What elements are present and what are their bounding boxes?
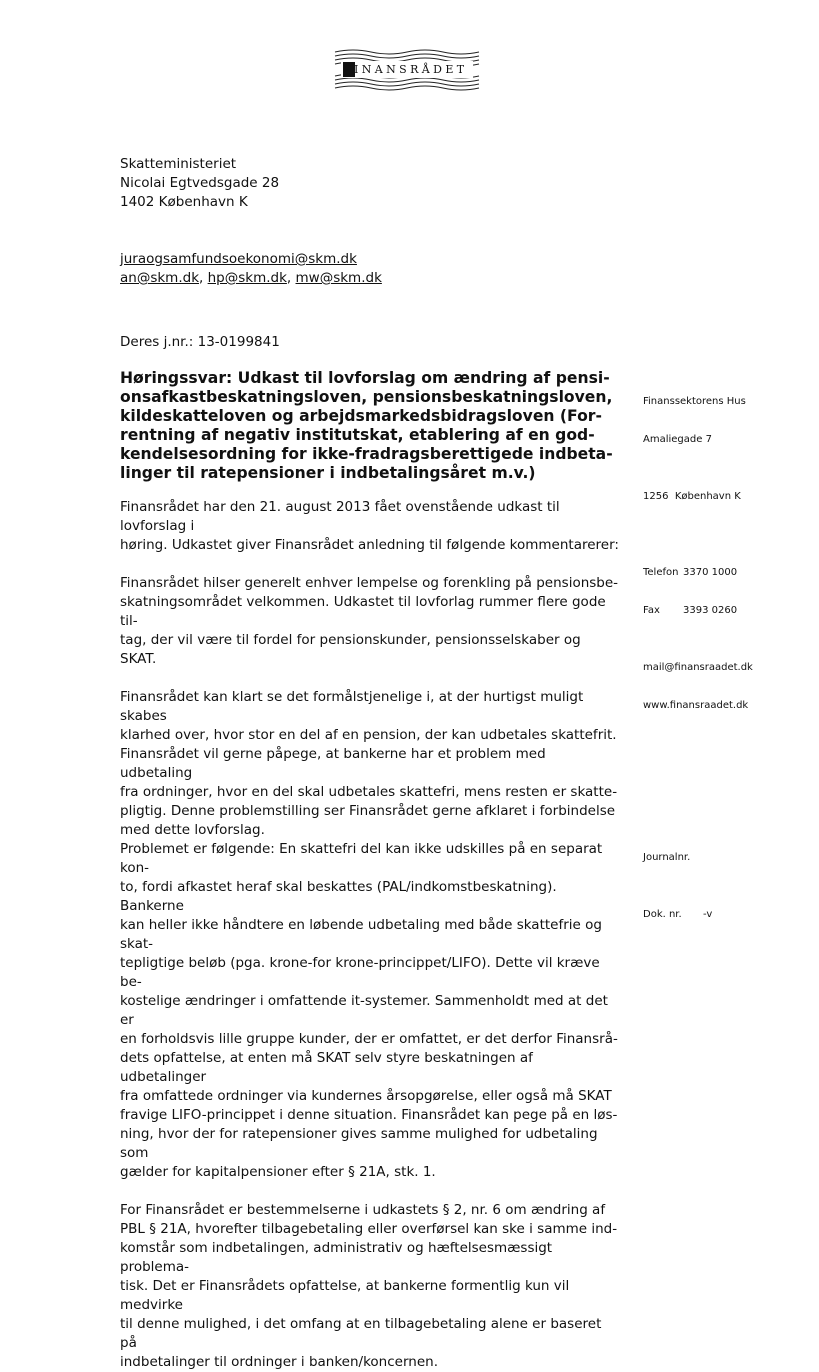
sender-web: www.finansraadet.dk xyxy=(643,700,749,711)
sender-fax xyxy=(643,582,753,616)
recipient-city: 1402 København K xyxy=(120,194,248,210)
phone-label: Telefon xyxy=(643,567,679,578)
email-link-jura[interactable]: juraogsamfundsoekonomi@skm.dk xyxy=(120,251,357,267)
recipient-street: Nicolai Egtvedsgade 28 xyxy=(120,175,280,191)
email-link-hp[interactable]: hp@skm.dk xyxy=(207,270,287,286)
sender-mail: mail@finansraadet.dk xyxy=(643,662,753,673)
paragraph-3: Finansrådet kan klart se det formålstjenelige i, at der hurtigst muligt skabes klarhed over, hvor stor en del af en pension, der kan udbetales skattefrit. Finansrådet vil gerne påpege, at bankerne har et problem med udbetaling fra ordninger, hvor en del skal udbetales skattefri, mens resten er skatte- pligtig. Denne problemstilling ser Finansrådet gerne afklaret i forbindelse med dette lovforslag. Problemet er følgende: En skattefri del kan ikke udskilles på en separat kon- to, fordi afkastet heraf skal beskattes (PAL/indkomstbeskatning). Bankerne kan heller ikke håndtere en løbende udbetaling med både skattefrie og skat- tepligtige beløb (pga. krone-for krone-princippet/LIFO). Dette vil kræve be- kostelige ændringer i omfattende it-systemer. Sammenholdt med at det er en forholdsvis lille gruppe kunder, der er omfattet, er det derfor Finansrå- dets opfattelse, at enten må SKAT selv styre beskatningen af udbetalinger fra omfattede ordninger via kundernes årsopgørelse, eller også må SKAT fravige LIFO-princippet i denne situation. Finansrådet kan pege på en løs- ning, hvor der for ratepensioner gives samme mulighed for udbetaling som gælder for kapitalpensioner efter § 21A, stk. 1. xyxy=(120,689,618,1180)
journal-label: Journalnr. xyxy=(643,852,691,863)
fax-number: 3393 0260 xyxy=(683,605,738,616)
sender-postal xyxy=(643,468,753,502)
recipient-emails xyxy=(120,250,382,288)
dok-value: -v xyxy=(703,909,713,920)
fax-label: Fax xyxy=(643,605,660,616)
phone-number: 3370 1000 xyxy=(683,567,738,578)
finansraadet-logo xyxy=(333,48,481,92)
paragraph-2: Finansrådet hilser generelt enhver lempelse og forenkling på pensionsbe- skatningsområdet velkommen. Udkastet til lovforlag rummer flere gode til- tag, der vil være til fordel for pensionskunder, pensionsselskaber og SKAT. xyxy=(120,575,619,667)
dok-row xyxy=(643,886,753,920)
sender-sidebar xyxy=(643,373,753,924)
recipient-name: Skatteministeriet xyxy=(120,156,237,172)
email-link-an[interactable]: an@skm.dk xyxy=(120,270,200,286)
logo-text: FINANSRÅDET xyxy=(343,63,468,76)
recipient-address xyxy=(120,155,279,212)
paragraph-1: Finansrådet har den 21. august 2013 fået ovenstående udkast til lovforslag i høring. Udkastet giver Finansrådet anledning til følgende kommentarerer: xyxy=(120,499,619,553)
email-separator: , xyxy=(199,270,208,286)
paragraph-4: For Finansrådet er bestemmelserne i udkastets § 2, nr. 6 om ændring af PBL § 21A, hvorefter tilbagebetaling eller overførsel kan ske i samme ind- komstår som indbetalingen, administrativ og hæftelsesmæssigt problema- tisk. Det er Finansrådets opfattelse, at bankerne formentlig kun vil medvirke til denne mulighed, i det omfang at en tilbagebetaling alene er baseret på indbetalinger til ordninger i banken/koncernen. xyxy=(120,1202,618,1370)
letter-body xyxy=(120,498,620,1372)
sender-street: Amaliegade 7 xyxy=(643,434,712,445)
letter-title: Høringssvar: Udkast til lovforslag om ændring af pensi- onsafkastbeskatningsloven, pensionsbeskatningsloven, kildeskatteloven og arbejdsmarkedsbidragsloven (For- rentning af negativ institutskat, etablering af en god- kendelsesordning for ikke-fradragsberettigede indbeta- linger til ratepensioner i indbetalingsåret m.v.) xyxy=(120,369,613,482)
sender-postcode: 1256 xyxy=(643,491,669,502)
sender-phone xyxy=(643,544,753,578)
reference-number: Deres j.nr.: 13-0199841 xyxy=(120,334,280,350)
dok-label: Dok. nr. xyxy=(643,909,682,920)
sender-city: København K xyxy=(674,491,741,502)
email-link-mw[interactable]: mw@skm.dk xyxy=(295,270,382,286)
sender-org: Finanssektorens Hus xyxy=(643,396,746,407)
email-separator: , xyxy=(286,270,296,286)
